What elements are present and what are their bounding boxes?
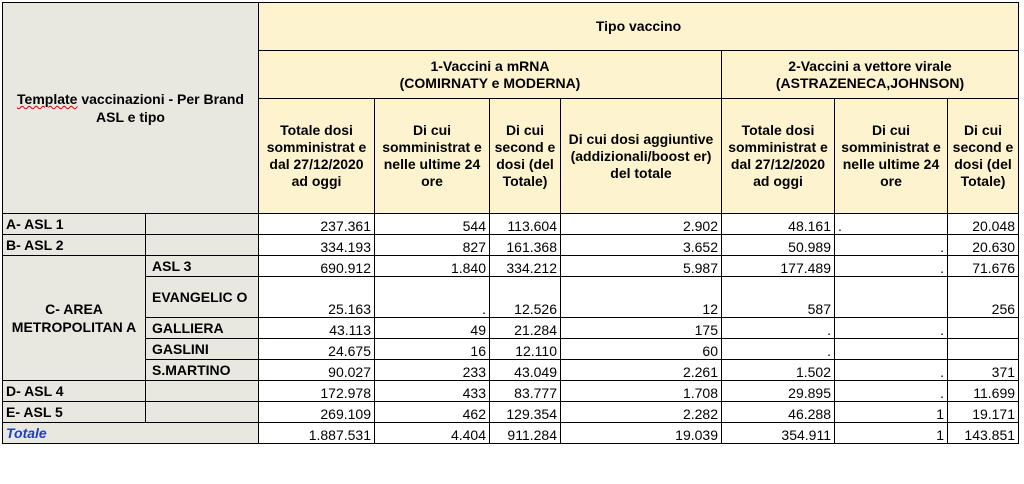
cell: 587	[722, 277, 835, 318]
cell: 334.212	[490, 256, 561, 277]
cell: 46.288	[722, 402, 835, 423]
col-header: Di cui second e dosi (del Totale)	[490, 99, 561, 214]
table-row	[3, 360, 1019, 381]
cell	[835, 339, 948, 360]
cell: 5.987	[561, 256, 722, 277]
cell: .	[835, 360, 948, 381]
row-sublabel: EVANGELIC O	[146, 277, 259, 318]
cell: 19.171	[948, 402, 1019, 423]
cell: 544	[375, 214, 490, 235]
cell: .	[722, 318, 835, 339]
cell: .	[835, 318, 948, 339]
cell: 60	[561, 339, 722, 360]
cell: 827	[375, 235, 490, 256]
row-sublabel-empty	[146, 214, 259, 235]
cell: 12	[561, 277, 722, 318]
cell: 269.109	[259, 402, 375, 423]
cell: 172.978	[259, 381, 375, 402]
template-label-cell	[3, 3, 259, 214]
cell: 334.193	[259, 235, 375, 256]
cell: 161.368	[490, 235, 561, 256]
cell: 1	[835, 423, 948, 444]
cell: 20.048	[948, 214, 1019, 235]
row-sublabel: S.MARTINO	[146, 360, 259, 381]
cell: 1.708	[561, 381, 722, 402]
cell: 2.261	[561, 360, 722, 381]
area-metropolitana-label: C- AREA METROPOLITAN A	[3, 256, 146, 381]
cell: 20.630	[948, 235, 1019, 256]
cell: .	[835, 235, 948, 256]
cell: 12.110	[490, 339, 561, 360]
cell: 43.049	[490, 360, 561, 381]
cell: 4.404	[375, 423, 490, 444]
cell: .	[835, 256, 948, 277]
table-row	[3, 256, 1019, 277]
cell: 433	[375, 381, 490, 402]
cell: 25.163	[259, 277, 375, 318]
cell: 3.652	[561, 235, 722, 256]
group-vettore-title: 2-Vaccini a vettore virale	[788, 57, 952, 74]
cell: 48.161	[722, 214, 835, 235]
table-row	[3, 402, 1019, 423]
cell: 911.284	[490, 423, 561, 444]
cell: 2.282	[561, 402, 722, 423]
cell: 175	[561, 318, 722, 339]
col-header: Totale dosi somministrat e dal 27/12/2020 ad oggi	[259, 99, 375, 214]
tipo-vaccino-header: Tipo vaccino	[259, 3, 1019, 51]
cell: .	[835, 214, 948, 235]
cell: 1.840	[375, 256, 490, 277]
cell: 1	[835, 402, 948, 423]
cell: 16	[375, 339, 490, 360]
cell: 49	[375, 318, 490, 339]
cell: 143.851	[948, 423, 1019, 444]
row-sublabel-empty	[146, 381, 259, 402]
col-header: Di cui somministrat e nelle ultime 24 ore	[835, 99, 948, 214]
row-label: D- ASL 4	[3, 381, 146, 402]
cell: 24.675	[259, 339, 375, 360]
group-vettore-header	[722, 51, 1019, 99]
col-header: Di cui second e dosi (del Totale)	[948, 99, 1019, 214]
total-label: Totale	[3, 423, 259, 444]
row-label: E- ASL 5	[3, 402, 146, 423]
row-label: A- ASL 1	[3, 214, 146, 235]
cell: 113.604	[490, 214, 561, 235]
cell: 237.361	[259, 214, 375, 235]
cell: 29.895	[722, 381, 835, 402]
cell: 19.039	[561, 423, 722, 444]
cell: 43.113	[259, 318, 375, 339]
cell: 129.354	[490, 402, 561, 423]
table-row	[3, 214, 1019, 235]
row-label: B- ASL 2	[3, 235, 146, 256]
cell: 256	[948, 277, 1019, 318]
cell	[948, 339, 1019, 360]
row-sublabel: GALLIERA	[146, 318, 259, 339]
cell: 12.526	[490, 277, 561, 318]
cell: 1.887.531	[259, 423, 375, 444]
table-row	[3, 318, 1019, 339]
cell: 462	[375, 402, 490, 423]
cell: 50.989	[722, 235, 835, 256]
col-header: Totale dosi somministrat e dal 27/12/2020 ad oggi	[722, 99, 835, 214]
cell	[948, 318, 1019, 339]
cell: .	[375, 277, 490, 318]
row-sublabel-empty	[146, 235, 259, 256]
table-row	[3, 235, 1019, 256]
cell: 177.489	[722, 256, 835, 277]
group-mrna-header	[259, 51, 722, 99]
col-header: Di cui dosi aggiuntive (addizionali/boost er) del totale	[561, 99, 722, 214]
group-vettore-subtitle: (ASTRAZENECA,JOHNSON)	[775, 74, 965, 91]
cell: 1.502	[722, 360, 835, 381]
table-row	[3, 339, 1019, 360]
cell: 233	[375, 360, 490, 381]
cell: 90.027	[259, 360, 375, 381]
cell: 2.902	[561, 214, 722, 235]
cell: 371	[948, 360, 1019, 381]
total-row	[3, 423, 1019, 444]
row-sublabel-empty	[146, 402, 259, 423]
cell: .	[835, 381, 948, 402]
table-row	[3, 277, 1019, 318]
table-row	[3, 381, 1019, 402]
vaccination-table	[2, 2, 1019, 444]
group-mrna-title: 1-Vaccini a mRNA	[430, 57, 550, 74]
row-sublabel: GASLINI	[146, 339, 259, 360]
cell: 11.699	[948, 381, 1019, 402]
cell: 690.912	[259, 256, 375, 277]
cell	[835, 277, 948, 318]
group-mrna-subtitle: (COMIRNATY e MODERNA)	[399, 74, 581, 91]
cell: 83.777	[490, 381, 561, 402]
template-label-part2: vaccinazioni - Per Brand ASL e tipo	[81, 91, 244, 125]
cell: 354.911	[722, 423, 835, 444]
col-header: Di cui somministrat e nelle ultime 24 ore	[375, 99, 490, 214]
template-label-part1: Template	[17, 91, 78, 107]
cell: .	[722, 339, 835, 360]
cell: 21.284	[490, 318, 561, 339]
cell: 71.676	[948, 256, 1019, 277]
row-sublabel: ASL 3	[146, 256, 259, 277]
